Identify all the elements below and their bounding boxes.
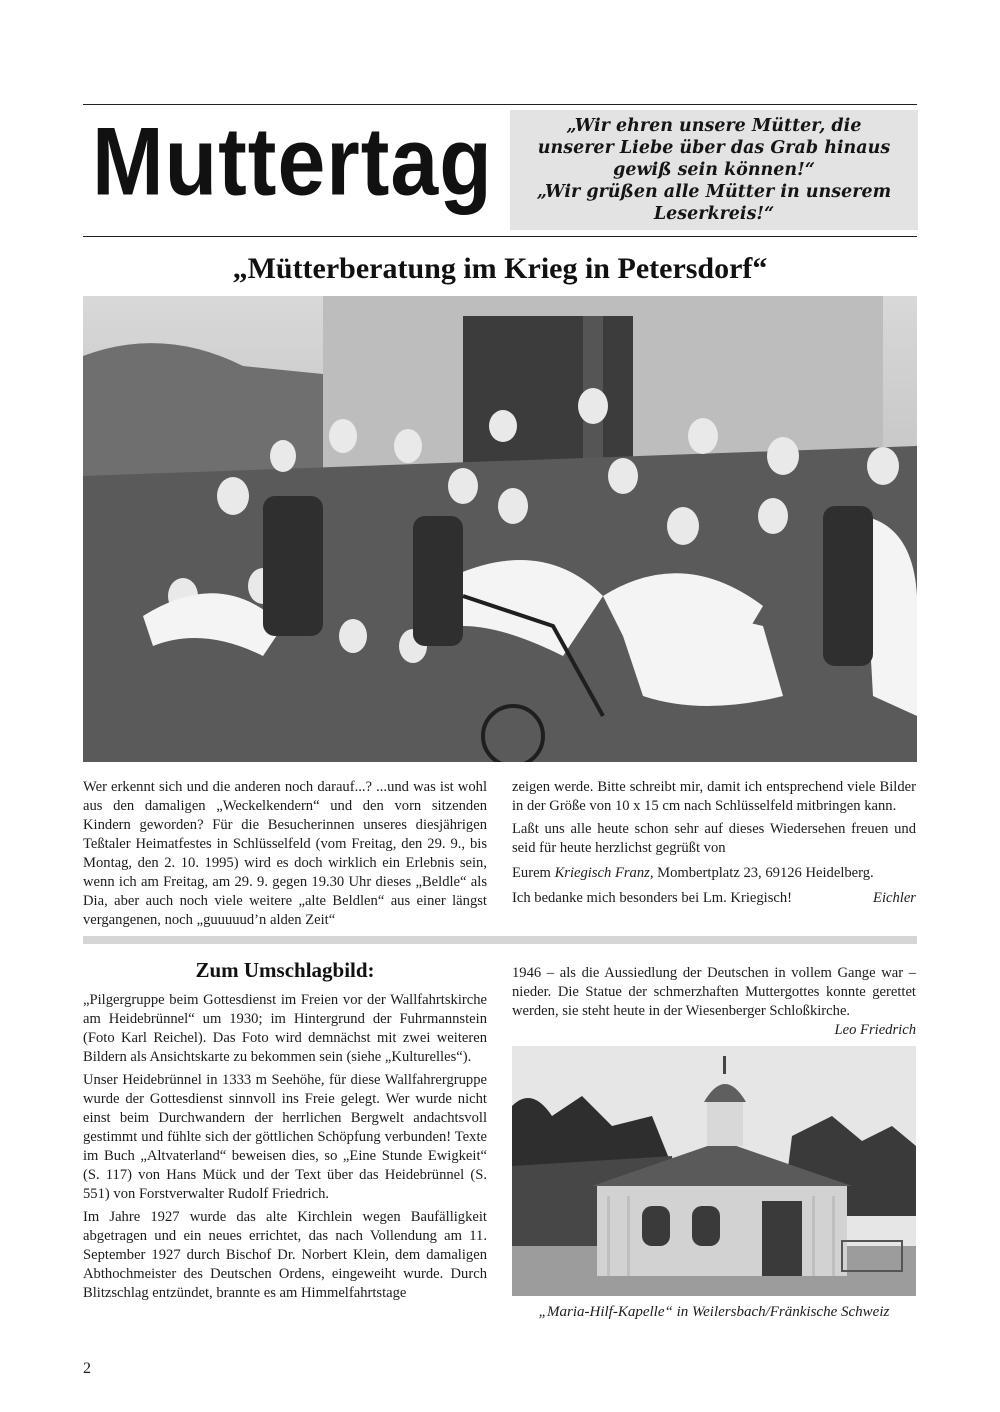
article-headline: „Mütterberatung im Krieg in Petersdorf“ [232, 252, 768, 285]
article-paragraph: Im Jahre 1927 wurde das alte Kirchlein wegen Baufälligkeit abgetragen und ein neues errichtet, das nach Vollendung am 11. September 1927 durch Bischof Dr. Norbert Klein, dem damaligen Abthochmeister des Deutschen Ordens, eingeweiht wurde. Durch Blitzschlag entzündet, brannte es am Himmelfahrtstage [83, 1209, 487, 1301]
sender-name: Kriegisch Franz, [554, 865, 654, 881]
masthead-bottom-rule [83, 236, 917, 237]
top-rule [83, 104, 917, 105]
article-paragraph: Wer erkennt sich und die anderen noch darauf...? ...und was ist wohl aus den damaligen „Weckelkendern“ und den vorn sitzenden Kindern geworden? Für die Besucherinnen unseres diesjährigen Teßtaler Heimatfestes in Schlüsselfeld (vom Freitag, den 29. 9., bis Montag, den 2. 10. 1995) wird es doch wirklich ein Erlebnis sein, wenn ich am Freitag, am 29. 9. gegen 19.30 Uhr dieses „Beldle“ als Dia, aber auch noch viele weitere „alte Beldlen“ aus einer längst vergangenen, noch „guuuuud’n alden Zeit“ [83, 779, 487, 928]
article-text-left [83, 778, 487, 930]
photo-caption [512, 1304, 916, 1321]
article-paragraph: Laßt uns alle heute schon sehr auf dieses Wiedersehen freuen und seid für heute herzlichst gegrüßt von [512, 821, 916, 856]
page-number: 2 [83, 1360, 91, 1377]
article-paragraph: zeigen werde. Bitte schreibt mir, damit ich entsprechend viele Bilder in der Größe von 10 x 15 cm nach Schlüsselfeld mitbringen kann. [512, 779, 916, 814]
quote-line: gewiß sein können!“ [613, 160, 815, 180]
sender-line [512, 864, 916, 883]
cover-story-right [512, 964, 916, 1040]
sender-address: Mombertplatz 23, 69126 Heidelberg. [657, 865, 874, 881]
section-headline: Zum Umschlagbild: [195, 958, 375, 982]
cover-story-column [83, 958, 487, 1303]
quote-line: unserer Liebe über das Grab hinaus [537, 138, 891, 158]
masthead-title: Muttertag [92, 108, 493, 216]
chapel-photo [512, 1046, 916, 1296]
sender-prefix: Eurem [512, 865, 551, 881]
caption-location: in Weilersbach/Fränkische Schweiz [676, 1304, 890, 1320]
article-signature: Leo Friedrich [834, 1022, 916, 1038]
section-divider [83, 936, 917, 944]
group-photo [83, 296, 917, 762]
quote-line: „Wir ehren unsere Mütter, die [566, 116, 862, 136]
article-paragraph: Unser Heidebrünnel in 1333 m Seehöhe, für diese Wallfahrergruppe wurde der Gottesdienst sinnvoll ins Freie gelegt. Wer wurde nicht einst beim Durchwandern der herrlichen Bergwelt andachtsvoll gestimmt und fühlte sich der göttlichen Schöpfung verbunden! Texte im Buch „Altvaterland“ beweisen dies, so „Eine Stunde Ewigkeit“ (S. 117) von Hans Mück und der Text über das Heidebrünnel (S. 551) von Forstverwalter Rudolf Friedrich. [83, 1072, 487, 1202]
quote-line: „Wir grüßen alle Mütter in unserem [536, 182, 892, 202]
thanks-line [512, 889, 916, 908]
mothers-day-quote [510, 110, 918, 230]
cover-story-text [83, 991, 487, 1303]
thanks-text: Ich bedanke mich besonders bei Lm. Kriegisch! [512, 890, 793, 906]
article-paragraph: 1946 – als die Aussiedlung der Deutschen in vollem Gange war – nieder. Die Statue der schmerzhaften Muttergottes konnte gerettet werden, sie steht heute in der Wiesenberger Schloßkirche. [512, 965, 916, 1019]
quote-line: Leserkreis!“ [653, 204, 775, 224]
article-signature: Eichler [873, 890, 916, 906]
article-paragraph: „Pilgergruppe beim Gottesdienst im Freien vor der Wallfahrtskirche am Heidebrünnel“ um 1930; im Hintergrund der Fuhrmannstein (Foto Karl Reichel). Das Foto wird demnächst mit zwei weiteren Bildern als Ansichtskarte zu bekommen sein (siehe „Kulturelles“). [83, 992, 487, 1065]
caption-title: „Maria-Hilf-Kapelle“ [538, 1304, 673, 1320]
article-text-right [512, 778, 916, 908]
